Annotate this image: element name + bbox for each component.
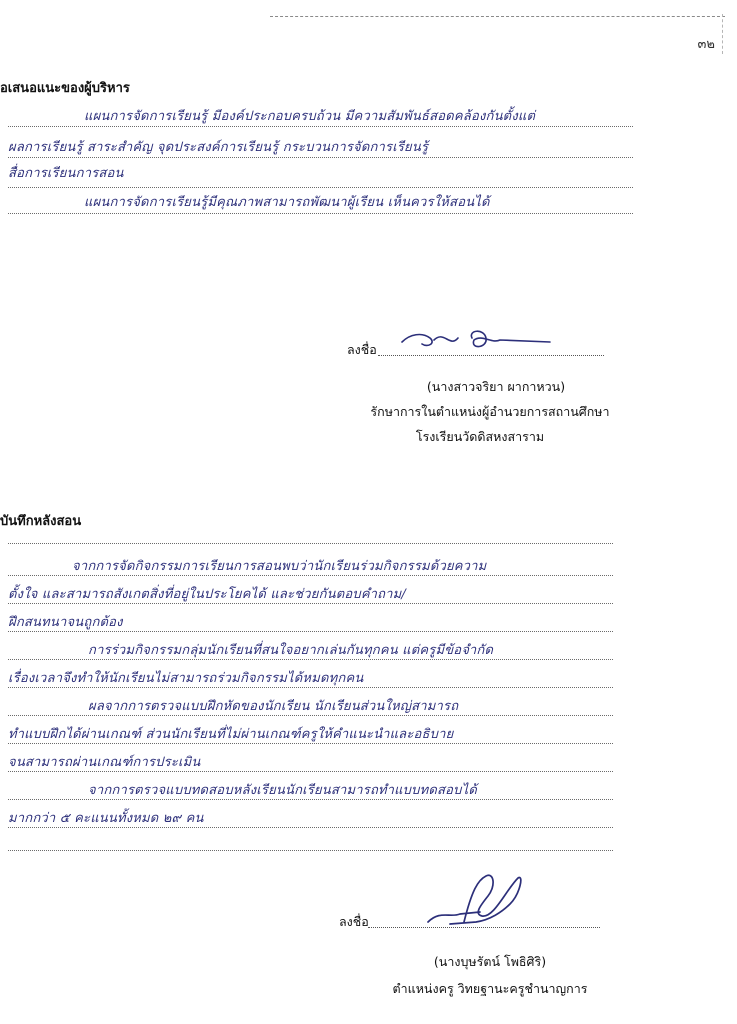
dotted-line [8, 659, 613, 660]
dotted-line [8, 687, 613, 688]
dotted-line [8, 771, 613, 772]
dotted-line [8, 850, 613, 851]
admin-suggestion-title: อเสนอแนะของผู้บริหาร [0, 81, 130, 96]
dotted-line [8, 575, 613, 576]
admin-line-4: แผนการจัดการเรียนรู้มีคุณภาพสามารถพัฒนาผู้เรียน เห็นควรให้สอนได้ [84, 195, 490, 210]
record-line-5: เรื่องเวลาจึงทำให้นักเรียนไม่สามารถร่วมกิจกรรมได้หมดทุกคน [8, 671, 364, 686]
page-right-edge [722, 14, 724, 54]
page-number: ๓๒ [697, 37, 715, 52]
dotted-line [8, 126, 633, 127]
record-line-9: จากการตรวจแบบทดสอบหลังเรียนนักเรียนสามารถทำแบบทดสอบได้ [88, 783, 477, 798]
dotted-line [8, 213, 633, 214]
admin-line-3: สื่อการเรียนการสอน [8, 166, 124, 181]
teacher-position: ตำแหน่งครู วิทยฐานะครูชำนาญการ [392, 981, 588, 996]
admin-position: รักษาการในตำแหน่งผู้อำนวยการสถานศึกษา [370, 404, 610, 419]
dotted-line [8, 715, 613, 716]
record-line-4: การร่วมกิจกรรมกลุ่มนักเรียนที่สนใจอยากเล่นกันทุกคน แต่ครูมีข้อจำกัด [88, 643, 494, 658]
dotted-line [8, 743, 613, 744]
admin-line-1: แผนการจัดการเรียนรู้ มีองค์ประกอบครบถ้วน มีความสัมพันธ์สอดคล้องกันตั้งแต่ [84, 109, 536, 124]
dotted-line [8, 187, 633, 188]
record-line-2: ตั้งใจ และสามารถสังเกตสิ่งที่อยู่ในประโยคได้ และช่วยกันตอบคำถาม/ [8, 587, 406, 602]
page-top-edge [270, 6, 725, 17]
record-line-3: ฝึกสนทนาจนถูกต้อง [8, 615, 123, 630]
admin-handwritten-signature [400, 326, 560, 356]
dotted-line [8, 827, 613, 828]
teacher-name: (นางบุษรัตน์ โพธิศิริ) [433, 954, 547, 969]
admin-school: โรงเรียนวัดดิสหงสาราม [415, 429, 545, 444]
admin-name: (นางสาวจริยา ผากาหวน) [426, 379, 566, 394]
record-line-10: มากกว่า ๕ คะแนนทั้งหมด ๒๙ คน [8, 811, 204, 826]
dotted-line [8, 543, 613, 544]
admin-line-2: ผลการเรียนรู้ สาระสำคัญ จุดประสงค์การเรียนรู้ กระบวนการจัดการเรียนรู้ [8, 140, 429, 155]
dotted-line [8, 799, 613, 800]
dotted-line [8, 603, 613, 604]
teacher-handwritten-signature [420, 870, 530, 930]
record-line-7: ทำแบบฝึกได้ผ่านเกณฑ์ ส่วนนักเรียนที่ไม่ผ่านเกณฑ์ครูให้คำแนะนำและอธิบาย [8, 727, 454, 742]
record-line-6: ผลจากการตรวจแบบฝึกหัดของนักเรียน นักเรียนส่วนใหญ่สามารถ [88, 699, 459, 714]
record-line-1: จากการจัดกิจกรรมการเรียนการสอนพบว่านักเรียนร่วมกิจกรรมด้วยความ [72, 559, 487, 574]
teaching-record-title: บันทึกหลังสอน [0, 514, 82, 529]
admin-signature-label: ลงชื่อ [347, 342, 377, 357]
dotted-line [8, 631, 613, 632]
record-line-8: จนสามารถผ่านเกณฑ์การประเมิน [8, 755, 201, 770]
dotted-line [8, 157, 633, 158]
teacher-signature-label: ลงชื่อ [339, 914, 369, 929]
